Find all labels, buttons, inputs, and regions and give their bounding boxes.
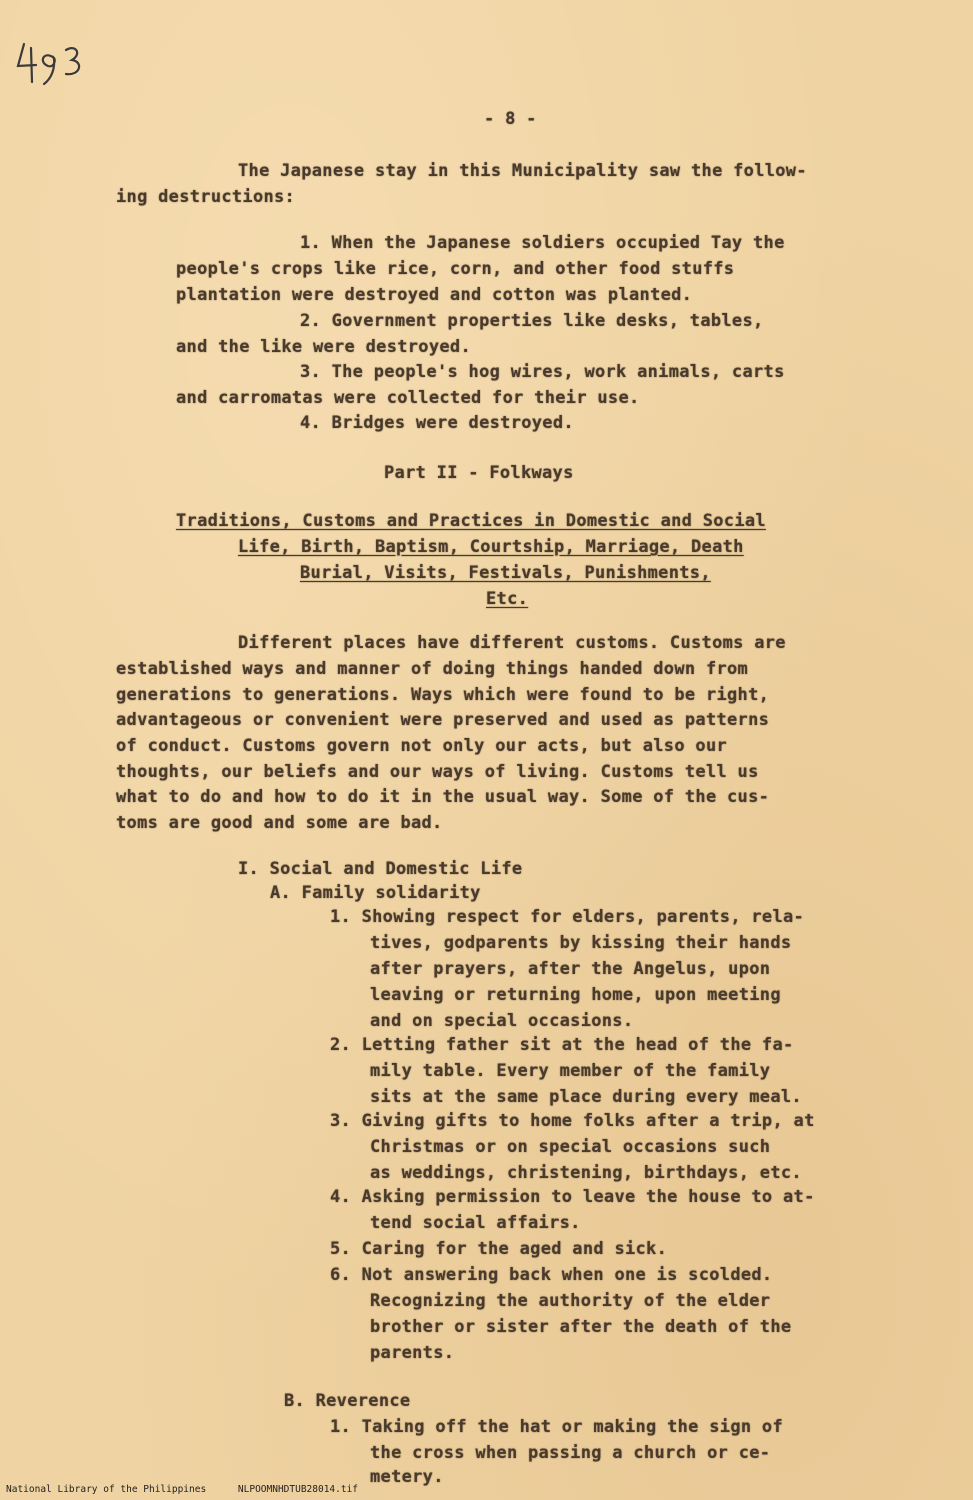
intro-line-1: The Japanese stay in this Municipality saw the follow- [238,161,807,181]
part-heading: Part II - Folkways [384,463,574,483]
family-item-3-line-3: as weddings, christening, birthdays, etc. [370,1163,802,1183]
customs-line-3: generations to generations. Ways which were found to be right, [116,685,770,705]
family-item-1-line-3: after prayers, after the Angelus, upon [370,959,771,979]
family-item-2-line-1: 2. Letting father sit at the head of the fa- [330,1035,794,1055]
customs-line-1: Different places have different customs. Customs are [238,633,786,653]
customs-line-8: toms are good and some are bad. [116,813,443,833]
customs-line-4: advantageous or convenient were preserved and used as patterns [116,710,770,730]
family-item-3-line-1: 3. Giving gifts to home folks after a trip, at [330,1111,815,1131]
subsection-b-heading: B. Reverence [284,1391,411,1411]
family-item-1-line-4: leaving or returning home, upon meeting [370,985,781,1005]
family-item-3-line-2: Christmas or on special occasions such [370,1137,771,1157]
destruction-item-3-line-2: and carromatas were collected for their use. [176,388,640,408]
reverence-item-1-line-1: 1. Taking off the hat or making the sign of [330,1417,783,1437]
family-item-1-line-2: tives, godparents by kissing their hands [370,933,792,953]
family-item-1-line-5: and on special occasions. [370,1011,634,1031]
section-title-line-3: Burial, Visits, Festivals, Punishments, [300,563,711,583]
destruction-item-2-line-2: and the like were destroyed. [176,337,471,357]
scan-footer [6,1484,384,1496]
destruction-item-2-line-1: 2. Government properties like desks, tables, [300,311,764,331]
section-title-line-2: Life, Birth, Baptism, Courtship, Marriage, Death [238,537,744,557]
handwritten-folio-number [14,38,86,88]
subsection-a-heading: A. Family solidarity [270,883,481,903]
family-item-6-line-2: Recognizing the authority of the elder [370,1291,771,1311]
destruction-item-1-line-3: plantation were destroyed and cotton was planted. [176,285,693,305]
page-number: - 8 - [484,109,537,129]
family-item-2-line-2: mily table. Every member of the family [370,1061,771,1081]
customs-line-5: of conduct. Customs govern not only our acts, but also our [116,736,728,756]
family-item-6-line-3: brother or sister after the death of the [370,1317,792,1337]
family-item-4-line-2: tend social affairs. [370,1213,581,1233]
family-item-6-line-1: 6. Not answering back when one is scolded. [330,1265,773,1285]
family-item-2-line-3: sits at the same place during every meal. [370,1087,802,1107]
customs-line-6: thoughts, our beliefs and our ways of living. Customs tell us [116,762,759,782]
destruction-item-3-line-1: 3. The people's hog wires, work animals, carts [300,362,785,382]
section-title-line-1: Traditions, Customs and Practices in Domestic and Social [176,511,766,531]
destruction-item-1-line-1: 1. When the Japanese soldiers occupied Tay the [300,233,785,253]
family-item-1-line-1: 1. Showing respect for elders, parents, rela- [330,907,805,927]
family-item-6-line-4: parents. [370,1343,455,1363]
reverence-item-1-line-3: metery. [370,1467,444,1487]
destruction-item-1-line-2: people's crops like rice, corn, and other food stuffs [176,259,735,279]
outline-heading: I. Social and Domestic Life [238,859,523,879]
family-item-4-line-1: 4. Asking permission to leave the house to at- [330,1187,815,1207]
intro-line-2: ing destructions: [116,187,296,207]
footer-filename: NLPOOMNHDTUB28014.tif [237,1484,359,1495]
customs-line-2: established ways and manner of doing things handed down from [116,659,749,679]
section-title-line-4: Etc. [486,589,529,609]
footer-library: National Library of the Philippines [6,1484,207,1495]
customs-line-7: what to do and how to do it in the usual way. Some of the cus- [116,787,770,807]
reverence-item-1-line-2: the cross when passing a church or ce- [370,1443,771,1463]
family-item-5-line-1: 5. Caring for the aged and sick. [330,1239,668,1259]
destruction-item-4-line-1: 4. Bridges were destroyed. [300,413,574,433]
